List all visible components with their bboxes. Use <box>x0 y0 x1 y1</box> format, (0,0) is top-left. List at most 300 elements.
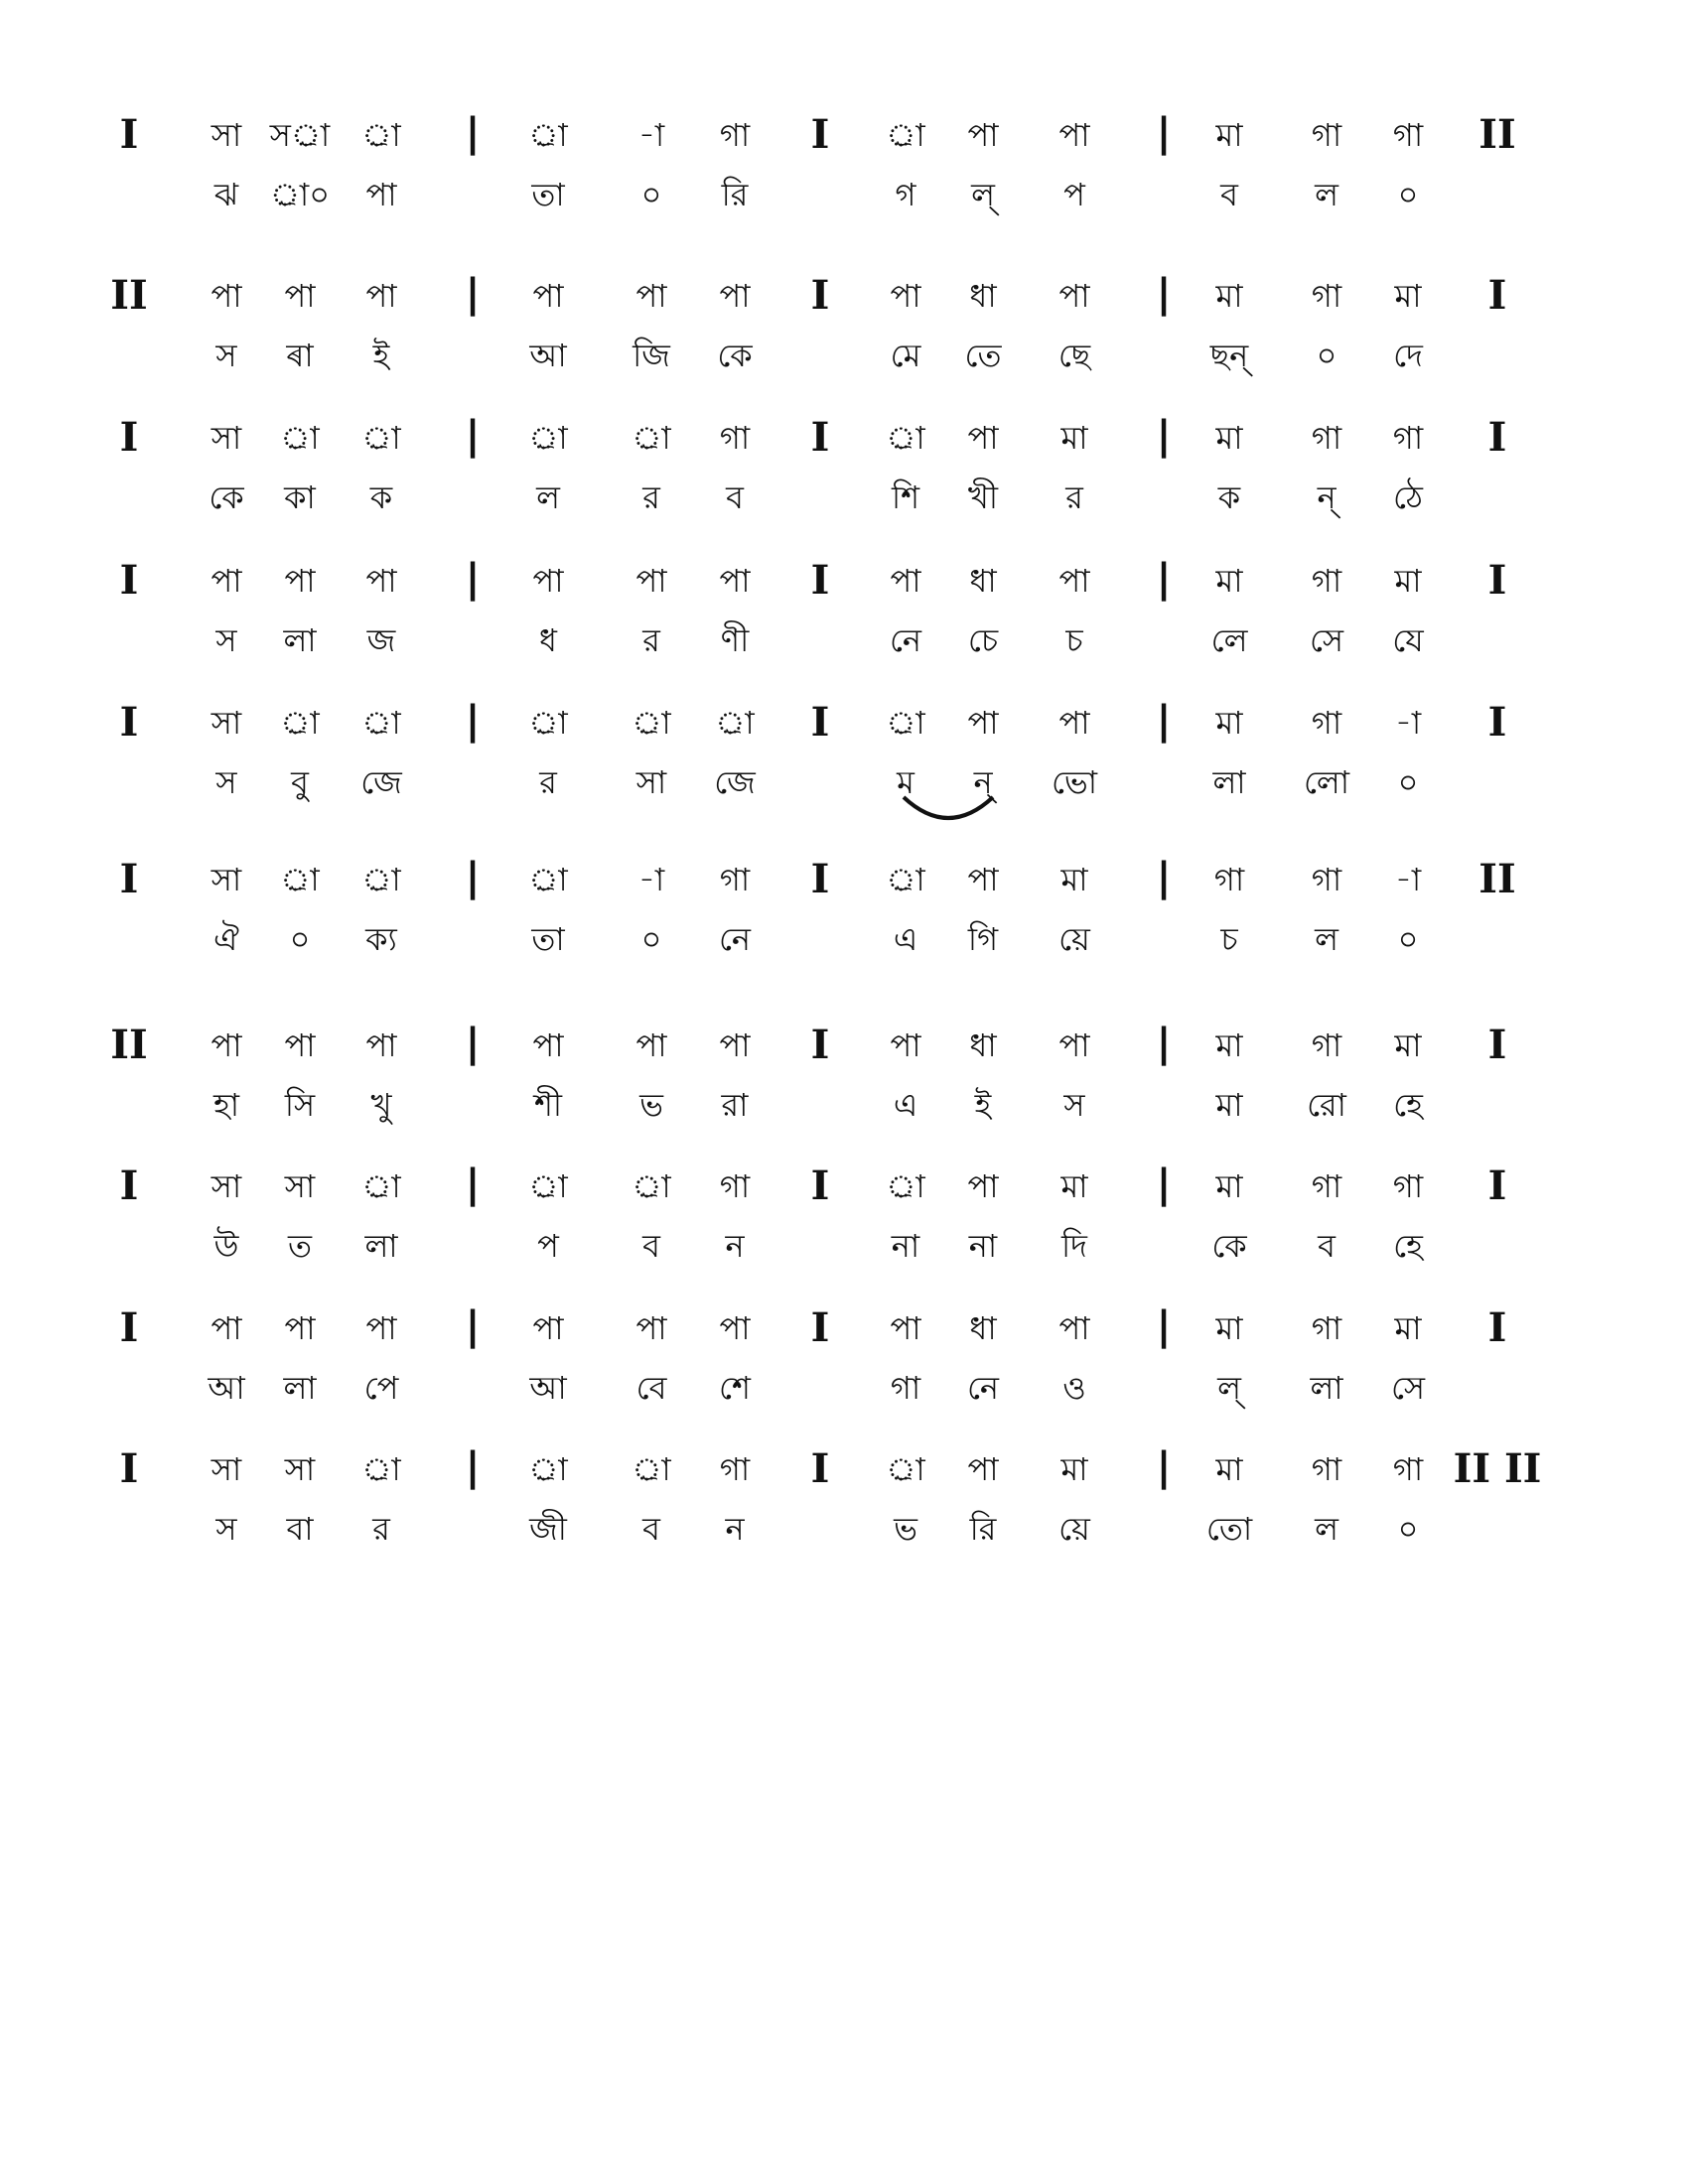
swara-note: ধা <box>969 277 997 315</box>
lyric-syllable: ০ <box>1397 1510 1419 1548</box>
lyric-syllable: গি <box>967 920 999 958</box>
lyric-syllable: রি <box>721 176 749 213</box>
lyric-syllable: ভ <box>639 1086 663 1124</box>
notation-row <box>0 268 1688 387</box>
lyric-syllable: লা <box>283 621 317 659</box>
swara-note: পা <box>967 116 999 154</box>
lyric-syllable: দি <box>1061 1227 1087 1265</box>
swara-note: পা <box>365 277 397 315</box>
swara-note: র্া <box>361 1450 401 1488</box>
row-end-barline: I <box>1487 272 1507 319</box>
swara-note: র্া <box>528 116 568 154</box>
row-end-barline: I <box>1487 1022 1507 1068</box>
lyric-syllable: পা <box>365 176 397 213</box>
lyric-syllable: এ <box>893 920 918 958</box>
lyric-syllable: উ <box>213 1227 239 1265</box>
swara-note: পা <box>635 1026 667 1064</box>
swara-note: মা <box>1215 277 1243 315</box>
lyric-syllable: গ <box>895 176 916 213</box>
notation-row <box>0 1441 1688 1561</box>
bar-divider: | <box>465 1444 481 1490</box>
lyric-syllable: র <box>642 621 660 659</box>
lyric-syllable: ০ <box>1397 176 1419 213</box>
lyric-syllable: ল <box>1315 1510 1338 1548</box>
swara-note: মা <box>1394 1309 1422 1347</box>
swara-note: গা <box>1213 861 1245 898</box>
swara-note: পা <box>890 277 921 315</box>
swara-note: ধা <box>969 1026 997 1064</box>
lyric-syllable: হে <box>1393 1086 1423 1124</box>
lyric-syllable: ই <box>372 337 390 374</box>
swara-note: গা <box>719 861 751 898</box>
lyric-syllable: চে <box>967 621 999 659</box>
swara-note: মা <box>1215 1309 1243 1347</box>
swara-note: সা <box>211 1450 242 1488</box>
swara-note: পা <box>365 562 397 600</box>
swara-note: পা <box>890 1309 921 1347</box>
lyric-syllable: ব <box>726 478 744 516</box>
section-barline: I <box>810 272 830 319</box>
swara-note: মা <box>1215 562 1243 600</box>
swara-note: র্া <box>886 861 925 898</box>
swara-note: পা <box>719 562 751 600</box>
lyric-syllable: ব <box>1318 1227 1336 1265</box>
swara-note: গা <box>1311 1026 1342 1064</box>
notation-row <box>0 852 1688 971</box>
lyric-syllable: নে <box>718 920 752 958</box>
section-barline: I <box>810 1445 830 1492</box>
lyric-syllable: য়ে <box>1058 920 1090 958</box>
lyric-syllable: ল্ <box>1217 1369 1241 1407</box>
swara-note: মা <box>1215 1167 1243 1205</box>
section-barline: I <box>810 111 830 158</box>
lyric-syllable: স <box>215 621 237 659</box>
lyric-syllable: বু <box>291 763 309 801</box>
slur-tie-mark <box>899 789 998 829</box>
lyric-syllable: খী <box>967 478 999 516</box>
lyric-syllable: ঐ <box>213 920 239 958</box>
swara-note: র্া <box>632 704 671 742</box>
swara-note: পা <box>1058 562 1090 600</box>
lyric-syllable: ল <box>1315 920 1338 958</box>
notation-row <box>0 1300 1688 1420</box>
bar-divider: | <box>1156 271 1172 317</box>
swara-note: পা <box>719 1309 751 1347</box>
row-end-barline: I <box>1487 414 1507 461</box>
lyric-syllable: বা <box>286 1510 314 1548</box>
swara-note: গা <box>1311 419 1342 457</box>
lyric-syllable: সি <box>284 1086 316 1124</box>
notation-row <box>0 107 1688 226</box>
notation-row <box>0 410 1688 529</box>
swara-note: গা <box>1392 116 1424 154</box>
lyric-syllable: রি <box>969 1510 997 1548</box>
swara-note: মা <box>1215 704 1243 742</box>
bar-divider: | <box>465 855 481 900</box>
row-start-barline: I <box>119 1304 139 1351</box>
lyric-syllable: ধ <box>539 621 557 659</box>
lyric-syllable: লা <box>283 1369 317 1407</box>
swara-note: ধা <box>969 1309 997 1347</box>
lyric-syllable: শি <box>891 478 920 516</box>
bar-divider: | <box>1156 1021 1172 1066</box>
swara-note: গা <box>1311 116 1342 154</box>
swara-note: র্া <box>886 419 925 457</box>
swara-note: গা <box>1392 1167 1424 1205</box>
swara-note: পা <box>890 1026 921 1064</box>
lyric-syllable: ০ <box>1397 920 1419 958</box>
lyric-syllable: ব <box>1220 176 1238 213</box>
lyric-syllable: জি <box>633 337 670 374</box>
lyric-syllable: কা <box>284 478 316 516</box>
swara-note: মা <box>1215 1450 1243 1488</box>
lyric-syllable: ০ <box>1316 337 1337 374</box>
swara-note: গা <box>719 116 751 154</box>
swara-note: র্া <box>632 1450 671 1488</box>
lyric-syllable: লো <box>1303 763 1350 801</box>
swara-note: পা <box>211 277 242 315</box>
lyric-syllable: লে <box>1210 621 1248 659</box>
lyric-syllable: র <box>539 763 557 801</box>
swara-note: গা <box>1392 1450 1424 1488</box>
lyric-syllable: কে <box>209 478 244 516</box>
swara-note: -া <box>1394 704 1422 742</box>
lyric-syllable: না <box>968 1227 998 1265</box>
lyric-syllable: ভ <box>894 1510 917 1548</box>
swara-note: র্া <box>632 419 671 457</box>
bar-divider: | <box>1156 1303 1172 1349</box>
swara-note: র্া <box>361 419 401 457</box>
bar-divider: | <box>1156 556 1172 602</box>
swara-note: র্া <box>528 861 568 898</box>
lyric-syllable: র্া০ <box>269 176 331 213</box>
swara-note: পা <box>1058 1309 1090 1347</box>
swara-note: পা <box>1058 116 1090 154</box>
lyric-syllable: ন্ <box>973 763 993 801</box>
swara-note: গা <box>719 1450 751 1488</box>
lyric-syllable: ই <box>974 1086 992 1124</box>
section-barline: I <box>810 1162 830 1209</box>
lyric-syllable: ক <box>1217 478 1241 516</box>
bar-divider: | <box>1156 698 1172 744</box>
swara-note: র্া <box>528 1167 568 1205</box>
lyric-syllable: ০ <box>640 920 662 958</box>
lyric-syllable: প <box>537 1227 559 1265</box>
lyric-syllable: যে <box>1392 621 1424 659</box>
swara-note: র্া <box>715 704 755 742</box>
swara-note: সা <box>211 116 242 154</box>
swara-note: গা <box>1392 419 1424 457</box>
swara-note: সর্া <box>269 116 331 154</box>
bar-divider: | <box>465 1021 481 1066</box>
lyric-syllable: কে <box>1211 1227 1247 1265</box>
lyric-syllable: নে <box>966 1369 1000 1407</box>
section-barline: I <box>810 414 830 461</box>
bar-divider: | <box>465 1161 481 1207</box>
swara-note: সা <box>211 704 242 742</box>
swara-note: পা <box>1058 704 1090 742</box>
swara-note: পা <box>284 277 316 315</box>
notation-row <box>0 1018 1688 1137</box>
lyric-syllable: তা <box>531 920 565 958</box>
lyric-syllable: ণী <box>720 621 750 659</box>
row-start-barline: I <box>119 1162 139 1209</box>
section-barline: I <box>810 557 830 604</box>
row-start-barline: II <box>110 1022 148 1068</box>
swara-note: পা <box>284 1309 316 1347</box>
swara-note: পা <box>719 277 751 315</box>
bar-divider: | <box>1156 855 1172 900</box>
notation-row <box>0 1159 1688 1278</box>
bar-divider: | <box>1156 413 1172 459</box>
swara-note: র্া <box>361 861 401 898</box>
lyric-syllable: ০ <box>1397 763 1419 801</box>
lyric-syllable: ম <box>897 763 914 801</box>
swara-note: সা <box>284 1167 316 1205</box>
lyric-syllable: গা <box>890 1369 921 1407</box>
swara-note: পা <box>365 1026 397 1064</box>
lyric-syllable: ত <box>287 1227 313 1265</box>
swara-note: পা <box>967 861 999 898</box>
lyric-syllable: রা <box>721 1086 749 1124</box>
lyric-syllable: প <box>1063 176 1085 213</box>
lyric-syllable: ৰা <box>286 337 314 374</box>
swara-note: মা <box>1060 419 1088 457</box>
lyric-syllable: ও <box>1062 1369 1086 1407</box>
lyric-syllable: ন্ <box>1317 478 1336 516</box>
swara-note: র্া <box>280 861 320 898</box>
lyric-syllable: ক <box>369 478 393 516</box>
lyric-syllable: ০ <box>289 920 311 958</box>
swara-note: গা <box>1311 1450 1342 1488</box>
row-start-barline: I <box>119 699 139 746</box>
swara-note: পা <box>211 562 242 600</box>
lyric-syllable: বে <box>635 1369 667 1407</box>
lyric-syllable: র <box>642 478 660 516</box>
lyric-syllable: লা <box>1310 1369 1343 1407</box>
swara-note: পা <box>967 704 999 742</box>
swara-note: র্া <box>632 1167 671 1205</box>
swara-note: গা <box>1311 1309 1342 1347</box>
swara-note: র্া <box>528 419 568 457</box>
lyric-syllable: স <box>215 1510 237 1548</box>
row-end-barline: I <box>1487 1162 1507 1209</box>
swara-note: সা <box>211 861 242 898</box>
swara-note: পা <box>211 1026 242 1064</box>
swara-note: -া <box>637 861 665 898</box>
lyric-syllable: সা <box>635 763 667 801</box>
swara-note: গা <box>1311 277 1342 315</box>
row-end-barline: II II <box>1453 1445 1542 1492</box>
lyric-syllable: র <box>372 1510 390 1548</box>
swara-note: ধা <box>969 562 997 600</box>
swara-note: র্া <box>528 704 568 742</box>
swara-note: মা <box>1215 419 1243 457</box>
row-end-barline: I <box>1487 1304 1507 1351</box>
swara-note: গা <box>719 1167 751 1205</box>
lyric-syllable: নে <box>889 621 922 659</box>
swara-note: পা <box>284 562 316 600</box>
swara-note: গা <box>1311 562 1342 600</box>
row-start-barline: I <box>119 557 139 604</box>
row-end-barline: I <box>1487 557 1507 604</box>
row-start-barline: I <box>119 856 139 902</box>
swara-note: সা <box>211 1167 242 1205</box>
swara-note: পা <box>967 419 999 457</box>
lyric-syllable: তো <box>1205 1510 1253 1548</box>
swara-note: পা <box>890 562 921 600</box>
lyric-syllable: জে <box>360 763 402 801</box>
row-start-barline: I <box>119 414 139 461</box>
lyric-syllable: তা <box>531 176 565 213</box>
swara-note: র্া <box>886 116 925 154</box>
row-end-barline: II <box>1478 111 1516 158</box>
swara-note: পা <box>967 1167 999 1205</box>
swara-note: মা <box>1215 116 1243 154</box>
swara-note: র্া <box>886 1167 925 1205</box>
lyric-syllable: স <box>1063 1086 1085 1124</box>
bar-divider: | <box>1156 110 1172 156</box>
lyric-syllable: ব <box>642 1510 660 1548</box>
swara-note: র্া <box>528 1450 568 1488</box>
lyric-syllable: জ <box>366 621 396 659</box>
row-start-barline: I <box>119 111 139 158</box>
swara-note: মা <box>1394 562 1422 600</box>
lyric-syllable: আ <box>529 337 567 374</box>
lyric-syllable: ল <box>1315 176 1338 213</box>
swara-note: পা <box>365 1309 397 1347</box>
lyric-syllable: ছে <box>1057 337 1091 374</box>
bar-divider: | <box>465 698 481 744</box>
lyric-syllable: ভো <box>1051 763 1098 801</box>
swara-note: মা <box>1060 1450 1088 1488</box>
bar-divider: | <box>1156 1444 1172 1490</box>
lyric-syllable: সে <box>1309 621 1344 659</box>
swara-note: গা <box>1311 1167 1342 1205</box>
bar-divider: | <box>465 556 481 602</box>
notation-row <box>0 553 1688 672</box>
swara-note: পা <box>1058 277 1090 315</box>
section-barline: I <box>810 856 830 902</box>
swara-note: পা <box>284 1026 316 1064</box>
swara-note: গা <box>1311 861 1342 898</box>
lyric-syllable: ছন্ <box>1209 337 1249 374</box>
swara-note: র্া <box>361 1167 401 1205</box>
lyric-syllable: শী <box>533 1086 563 1124</box>
row-start-barline: I <box>119 1445 139 1492</box>
swara-note: সা <box>284 1450 316 1488</box>
lyric-syllable: মা <box>1215 1086 1243 1124</box>
lyric-syllable: ঠে <box>1392 478 1424 516</box>
lyric-syllable: জে <box>714 763 756 801</box>
lyric-syllable: স <box>215 763 237 801</box>
swara-note: -া <box>637 116 665 154</box>
swara-note: র্া <box>280 704 320 742</box>
lyric-syllable: এ <box>893 1086 918 1124</box>
bar-divider: | <box>465 110 481 156</box>
swara-note: মা <box>1394 1026 1422 1064</box>
swara-note: র্া <box>886 1450 925 1488</box>
swara-note: মা <box>1060 861 1088 898</box>
notation-row <box>0 695 1688 814</box>
lyric-syllable: দে <box>1393 337 1423 374</box>
swara-note: র্া <box>280 419 320 457</box>
lyric-syllable: শে <box>719 1369 751 1407</box>
swara-note: পা <box>967 1450 999 1488</box>
lyric-syllable: আ <box>529 1369 567 1407</box>
bar-divider: | <box>465 1303 481 1349</box>
lyric-syllable: সে <box>1390 1369 1426 1407</box>
row-end-barline: I <box>1487 699 1507 746</box>
swara-note: পা <box>211 1309 242 1347</box>
row-start-barline: II <box>110 272 148 319</box>
swara-note: পা <box>635 1309 667 1347</box>
swara-note: র্া <box>361 704 401 742</box>
swara-note: সা <box>211 419 242 457</box>
swara-note: পা <box>1058 1026 1090 1064</box>
lyric-syllable: ঝ <box>213 176 239 213</box>
swara-note: পা <box>532 277 564 315</box>
lyric-syllable: লা <box>364 1227 398 1265</box>
lyric-syllable: র <box>1065 478 1083 516</box>
bar-divider: | <box>465 413 481 459</box>
lyric-syllable: লা <box>1212 763 1246 801</box>
swara-note: পা <box>635 277 667 315</box>
swara-note: মা <box>1215 1026 1243 1064</box>
lyric-syllable: স <box>215 337 237 374</box>
swara-note: মা <box>1060 1167 1088 1205</box>
swara-note: মা <box>1394 277 1422 315</box>
row-end-barline: II <box>1478 856 1516 902</box>
lyric-syllable: মে <box>890 337 921 374</box>
lyric-syllable: হে <box>1393 1227 1423 1265</box>
swara-note: পা <box>532 562 564 600</box>
lyric-syllable: ন <box>725 1227 745 1265</box>
bar-divider: | <box>1156 1161 1172 1207</box>
lyric-syllable: ল্ <box>971 176 995 213</box>
lyric-syllable: ল <box>536 478 560 516</box>
swara-note: পা <box>532 1309 564 1347</box>
lyric-syllable: রো <box>1307 1086 1346 1124</box>
swara-note: গা <box>719 419 751 457</box>
swara-note: গা <box>1311 704 1342 742</box>
lyric-syllable: কে <box>717 337 753 374</box>
lyric-syllable: আ <box>208 1369 245 1407</box>
lyric-syllable: না <box>891 1227 920 1265</box>
section-barline: I <box>810 1022 830 1068</box>
bar-divider: | <box>465 271 481 317</box>
swara-note: পা <box>635 562 667 600</box>
swara-note: র্া <box>886 704 925 742</box>
lyric-syllable: ব <box>642 1227 660 1265</box>
lyric-syllable: চ <box>1065 621 1083 659</box>
lyric-syllable: ০ <box>640 176 662 213</box>
section-barline: I <box>810 1304 830 1351</box>
lyric-syllable: তে <box>964 337 1002 374</box>
swara-note: পা <box>532 1026 564 1064</box>
lyric-syllable: হা <box>212 1086 240 1124</box>
lyric-syllable: ক্য <box>365 920 397 958</box>
swara-note: পা <box>719 1026 751 1064</box>
lyric-syllable: চ <box>1220 920 1238 958</box>
swara-note: র্া <box>361 116 401 154</box>
section-barline: I <box>810 699 830 746</box>
lyric-syllable: জী <box>529 1510 567 1548</box>
lyric-syllable: পে <box>363 1369 399 1407</box>
lyric-syllable: খু <box>370 1086 392 1124</box>
swara-note: -া <box>1394 861 1422 898</box>
lyric-syllable: য়ে <box>1058 1510 1090 1548</box>
